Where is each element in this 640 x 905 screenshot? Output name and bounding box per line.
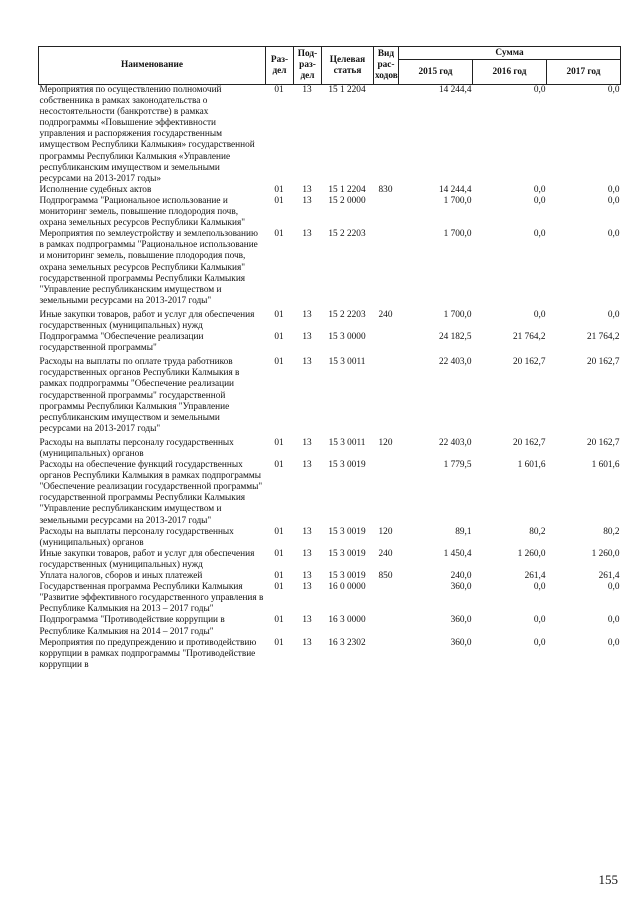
cell-vid-rashodov: 120 — [378, 437, 393, 448]
cell-razdel: 01 — [274, 309, 284, 320]
cell-vid-rashodov: 240 — [378, 309, 393, 320]
table-row — [39, 196, 621, 229]
cell-sum-2016: 0,0 — [533, 229, 546, 240]
cell-razdel: 01 — [274, 615, 284, 626]
header-year-2017: 2017 год — [547, 60, 621, 85]
cell-celevaya-statya: 15 2 2203 — [328, 309, 366, 320]
cell-name: Исполнение судебных актов — [39, 184, 152, 195]
page-number: 155 — [598, 872, 618, 887]
cell-sum-2016: 0,0 — [533, 637, 546, 648]
table-body — [39, 85, 621, 671]
table-row — [39, 332, 621, 357]
cell-sum-2016: 20 162,7 — [512, 437, 546, 448]
cell-sum-2015: 360,0 — [450, 582, 472, 593]
cell-name: Мероприятия по предупреждению и противодействию коррупции в рамках подпрограммы "Противодействие коррупции в — [39, 637, 257, 670]
cell-sum-2015: 1 700,0 — [443, 229, 472, 240]
cell-sum-2015: 240,0 — [450, 571, 472, 582]
cell-name: Подпрограмма "Противодействие коррупции в Республике Калмыкия на 2014 – 2017 годы" — [39, 615, 225, 637]
cell-sum-2015: 360,0 — [450, 637, 472, 648]
cell-vid-rashodov — [374, 85, 399, 185]
cell-celevaya-statya: 15 2 2203 — [328, 229, 366, 240]
cell-vid-rashodov — [374, 638, 399, 671]
cell-razdel: 01 — [274, 460, 284, 471]
table-row — [39, 229, 621, 310]
cell-razdel: 01 — [274, 184, 284, 195]
header-celevaya-statya: Целевая статья — [322, 47, 374, 85]
cell-name: Расходы на выплаты персоналу государственных (муниципальных) органов — [39, 437, 234, 459]
cell-podrazdel: 13 — [302, 582, 312, 593]
cell-razdel: 01 — [274, 571, 284, 582]
cell-name: Расходы на выплаты по оплате труда работников государственных органов Республики Калмыкия в рамках подпрограммы "Обеспечение реализации государственной программы" государственной программы Республики Калмыкия "Управление республиканским имуществом и земельными ресурсами на 2013-2017 годы" — [39, 357, 240, 434]
cell-sum-2017: 1 601,6 — [591, 460, 620, 471]
cell-sum-2016: 0,0 — [533, 85, 546, 95]
cell-razdel: 01 — [274, 637, 284, 648]
cell-celevaya-statya: 15 1 2204 — [328, 184, 366, 195]
cell-sum-2017: 1 260,0 — [591, 548, 620, 559]
cell-name: Государственная программа Республики Калмыкия "Развитие эффективного государственного управления в Республике Калмыкия на 2013 – 2017 годы" — [39, 582, 264, 615]
table-row — [39, 527, 621, 549]
cell-sum-2017: 20 162,7 — [586, 437, 620, 448]
cell-sum-2016: 0,0 — [533, 184, 546, 195]
cell-celevaya-statya: 15 3 0019 — [328, 571, 366, 582]
cell-vid-rashodov: 240 — [378, 548, 393, 559]
header-year-2015: 2015 год — [399, 60, 473, 85]
cell-vid-rashodov — [374, 357, 399, 438]
cell-sum-2016: 0,0 — [533, 582, 546, 593]
cell-sum-2017: 0,0 — [607, 637, 620, 648]
cell-vid-rashodov — [374, 615, 399, 637]
cell-sum-2015: 89,1 — [455, 526, 472, 537]
cell-vid-rashodov: 120 — [378, 526, 393, 537]
cell-sum-2017: 20 162,7 — [586, 357, 620, 368]
cell-razdel: 01 — [274, 526, 284, 537]
cell-podrazdel: 13 — [302, 184, 312, 195]
cell-name: Иные закупки товаров, работ и услуг для обеспечения государственных (муниципальных) нужд — [39, 309, 255, 331]
cell-sum-2015: 22 403,0 — [438, 437, 472, 448]
cell-sum-2016: 21 764,2 — [512, 332, 546, 343]
cell-name: Уплата налогов, сборов и иных платежей — [39, 571, 203, 582]
cell-podrazdel: 13 — [302, 460, 312, 471]
cell-celevaya-statya: 15 3 0019 — [328, 548, 366, 559]
cell-sum-2016: 1 601,6 — [517, 460, 546, 471]
cell-razdel: 01 — [274, 85, 284, 95]
table-row — [39, 582, 621, 615]
cell-sum-2017: 261,4 — [598, 571, 620, 582]
cell-celevaya-statya: 15 3 0000 — [328, 332, 366, 343]
cell-name: Иные закупки товаров, работ и услуг для обеспечения государственных (муниципальных) нужд — [39, 548, 255, 570]
cell-podrazdel: 13 — [302, 195, 312, 206]
cell-sum-2015: 1 779,5 — [443, 460, 472, 471]
cell-sum-2015: 14 244,4 — [438, 184, 472, 195]
table-header — [39, 47, 621, 85]
cell-razdel: 01 — [274, 548, 284, 559]
cell-podrazdel: 13 — [302, 571, 312, 582]
header-razdel: Раз-дел — [266, 47, 294, 85]
cell-vid-rashodov — [374, 332, 399, 357]
header-vid-rashodov: Вид рас-ходов — [374, 47, 399, 85]
cell-vid-rashodov — [374, 196, 399, 229]
cell-sum-2015: 1 450,4 — [443, 548, 472, 559]
cell-razdel: 01 — [274, 229, 284, 240]
cell-celevaya-statya: 16 3 0000 — [328, 615, 366, 626]
cell-razdel: 01 — [274, 357, 284, 368]
cell-name: Подпрограмма "Рациональное использование и мониторинг земель, повышение плодородия почв, охрана земельных ресурсов Республики Калмыкия" — [39, 195, 246, 229]
cell-podrazdel: 13 — [302, 357, 312, 368]
cell-sum-2017: 0,0 — [607, 309, 620, 320]
cell-podrazdel: 13 — [302, 615, 312, 626]
table-row — [39, 549, 621, 571]
cell-celevaya-statya: 15 3 0019 — [328, 526, 366, 537]
cell-sum-2017: 21 764,2 — [586, 332, 620, 343]
cell-name: Расходы на выплаты персоналу государственных (муниципальных) органов — [39, 526, 234, 548]
cell-sum-2015: 22 403,0 — [438, 357, 472, 368]
cell-sum-2017: 0,0 — [607, 615, 620, 626]
table-row — [39, 85, 621, 185]
cell-celevaya-statya: 15 2 0000 — [328, 195, 366, 206]
table-row — [39, 615, 621, 637]
cell-razdel: 01 — [274, 332, 284, 343]
cell-podrazdel: 13 — [302, 229, 312, 240]
table-row — [39, 638, 621, 671]
cell-sum-2017: 0,0 — [607, 582, 620, 593]
cell-celevaya-statya: 16 0 0000 — [328, 582, 366, 593]
budget-table — [38, 46, 621, 671]
cell-sum-2016: 261,4 — [524, 571, 546, 582]
cell-sum-2016: 80,2 — [529, 526, 546, 537]
cell-podrazdel: 13 — [302, 309, 312, 320]
table-row — [39, 571, 621, 582]
table-row — [39, 310, 621, 332]
cell-celevaya-statya: 15 3 0011 — [328, 357, 366, 368]
header-name: Наименование — [39, 47, 266, 85]
cell-razdel: 01 — [274, 582, 284, 593]
cell-celevaya-statya: 15 1 2204 — [328, 85, 366, 95]
cell-name: Мероприятия по осуществлению полномочий собственника в рамках законодательства о несостоятельности (банкротстве) в рамках подпрограммы «Повышение эффективности управления и распоряжения государственным имуществом Республики Калмыкия» государственной программы Республики Калмыкия «Управление республиканским имуществом и земельными ресурсами на 2013-2017 годы» — [39, 85, 255, 184]
cell-vid-rashodov — [374, 460, 399, 527]
cell-podrazdel: 13 — [302, 332, 312, 343]
cell-sum-2015: 14 244,4 — [438, 85, 472, 95]
table-row — [39, 438, 621, 460]
header-summa: Сумма — [399, 47, 621, 60]
table-row — [39, 460, 621, 527]
cell-podrazdel: 13 — [302, 85, 312, 95]
cell-name: Расходы на обеспечение функций государственных органов Республики Калмыкия в рамках подпрограммы "Обеспечение реализации государственной программы" государственной программы Республики Калмыкия "Управление республиканским имуществом и земельными ресурсами на 2013-2017 годы" — [39, 460, 263, 526]
cell-sum-2015: 1 700,0 — [443, 309, 472, 320]
cell-sum-2017: 0,0 — [607, 85, 620, 95]
cell-vid-rashodov: 850 — [378, 571, 393, 582]
cell-razdel: 01 — [274, 437, 284, 448]
cell-sum-2017: 0,0 — [607, 184, 620, 195]
table-row — [39, 185, 621, 196]
cell-podrazdel: 13 — [302, 437, 312, 448]
cell-sum-2015: 360,0 — [450, 615, 472, 626]
cell-podrazdel: 13 — [302, 526, 312, 537]
cell-vid-rashodov — [374, 229, 399, 310]
cell-sum-2016: 20 162,7 — [512, 357, 546, 368]
cell-celevaya-statya: 16 3 2302 — [328, 637, 366, 648]
cell-sum-2016: 1 260,0 — [517, 548, 546, 559]
cell-sum-2016: 0,0 — [533, 195, 546, 206]
cell-celevaya-statya: 15 3 0011 — [328, 437, 366, 448]
cell-sum-2016: 0,0 — [533, 309, 546, 320]
header-podrazdel: Под-раз-дел — [294, 47, 322, 85]
cell-vid-rashodov — [374, 582, 399, 615]
cell-sum-2017: 0,0 — [607, 229, 620, 240]
cell-vid-rashodov: 830 — [378, 184, 393, 195]
cell-sum-2016: 0,0 — [533, 615, 546, 626]
cell-sum-2015: 1 700,0 — [443, 195, 472, 206]
cell-podrazdel: 13 — [302, 637, 312, 648]
header-year-2016: 2016 год — [473, 60, 547, 85]
cell-sum-2017: 0,0 — [607, 195, 620, 206]
cell-razdel: 01 — [274, 195, 284, 206]
cell-sum-2017: 80,2 — [603, 526, 620, 537]
cell-podrazdel: 13 — [302, 548, 312, 559]
cell-name: Подпрограмма "Обеспечение реализации государственной программы" — [39, 332, 204, 354]
cell-name: Мероприятия по землеустройству и землепользованию в рамках подпрограммы "Рациональное использование и мониторинг земель, повышение плодородия почв, охрана земельных ресурсов Республики Калмыкия" государственной программы Республики Калмыкия "Управление республиканским имуществом и земельными ресурсами на 2013-2017 годы" — [39, 229, 258, 306]
cell-sum-2015: 24 182,5 — [438, 332, 472, 343]
table-row — [39, 357, 621, 438]
cell-celevaya-statya: 15 3 0019 — [328, 460, 366, 471]
